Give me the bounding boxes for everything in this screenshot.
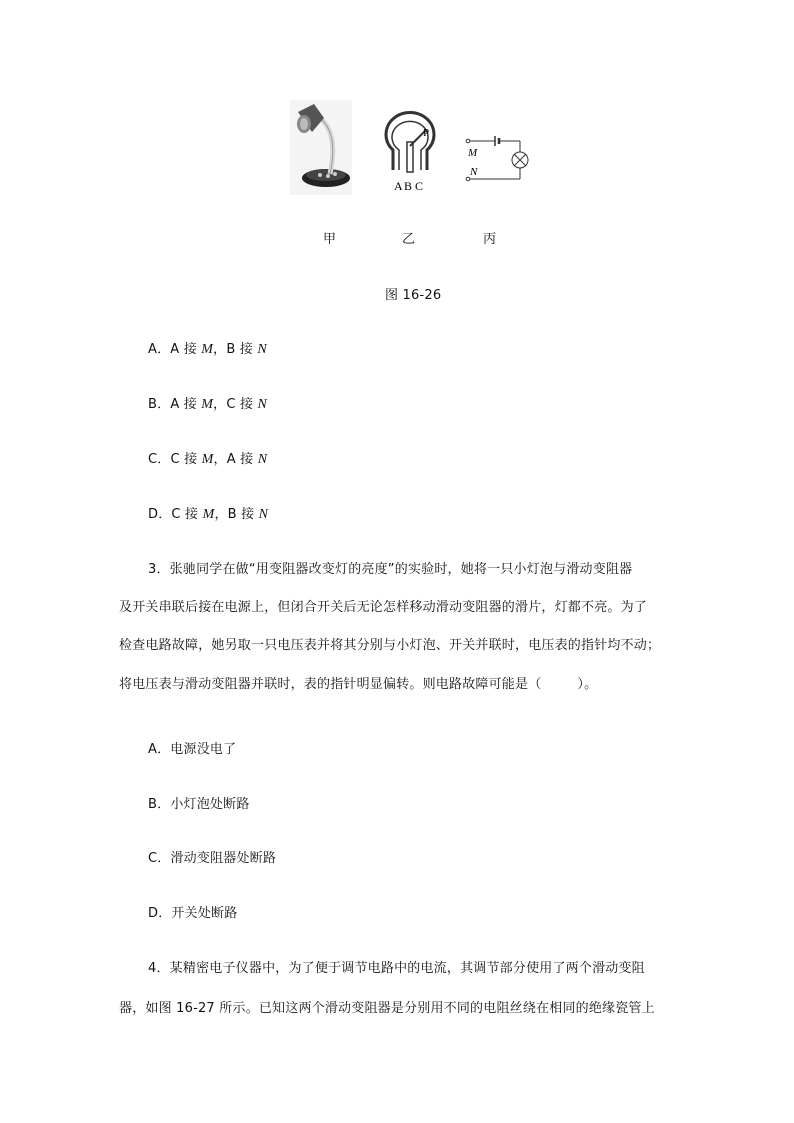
terminal-c-label: C (415, 179, 424, 193)
terminal-b-label: B (404, 179, 413, 193)
q4-line-2: 器，如图 16-27 所示。已知这两个滑动变阻器是分别用不同的电阻丝绕在相同的绝缘瓷管上 (119, 1001, 655, 1016)
figure-16-26 (290, 100, 530, 195)
circuit-figure (290, 100, 530, 195)
q2-option-b: B．A 接 M，C 接 N (148, 397, 268, 412)
q3-line-4: 将电压表与滑动变阻器并联时，表的指针明显偏转。则电路故障可能是（ ）。 (119, 677, 598, 692)
sub-label-yi: 乙 (402, 232, 416, 247)
q4-number: 4． (148, 961, 170, 976)
potentiometer-diagram (386, 112, 434, 193)
q3-option-b: B．小灯泡处断路 (148, 797, 250, 812)
sub-label-bing: 丙 (483, 232, 497, 247)
q4-line-1: 4．某精密电子仪器中，为了便于调节电路中的电流，其调节部分使用了两个滑动变阻 (148, 961, 645, 976)
slider-p-label: P (423, 127, 430, 139)
q2-option-a: A．A 接 M，B 接 N (148, 342, 267, 357)
sub-label-jia: 甲 (323, 232, 337, 247)
q3-line-1: 3．张驰同学在做“用变阻器改变灯的亮度”的实验时，她将一只小灯泡与滑动变阻器 (148, 562, 633, 577)
desk-lamp-image (290, 100, 352, 195)
q3-line-2: 及开关串联后接在电源上，但闭合开关后无论怎样移动滑动变阻器的滑片，灯都不亮。为了 (119, 600, 648, 615)
q2-option-d: D．C 接 M，B 接 N (148, 507, 269, 522)
terminal-m-label: M (468, 147, 478, 159)
q3-line-3: 检查电路故障，她另取一只电压表并将其分别与小灯泡、开关并联时，电压表的指针均不动； (119, 638, 661, 653)
q3-option-a: A．电源没电了 (148, 742, 237, 757)
q2-option-c: C．C 接 M，A 接 N (148, 452, 268, 467)
q3-number: 3． (148, 562, 170, 577)
terminal-n-label: N (470, 166, 478, 178)
q3-option-c: C．滑动变阻器处断路 (148, 851, 277, 866)
terminal-a-label: A (394, 179, 403, 193)
q3-option-d: D．开关处断路 (148, 906, 238, 921)
figure-caption: 图 16-26 (385, 288, 442, 303)
